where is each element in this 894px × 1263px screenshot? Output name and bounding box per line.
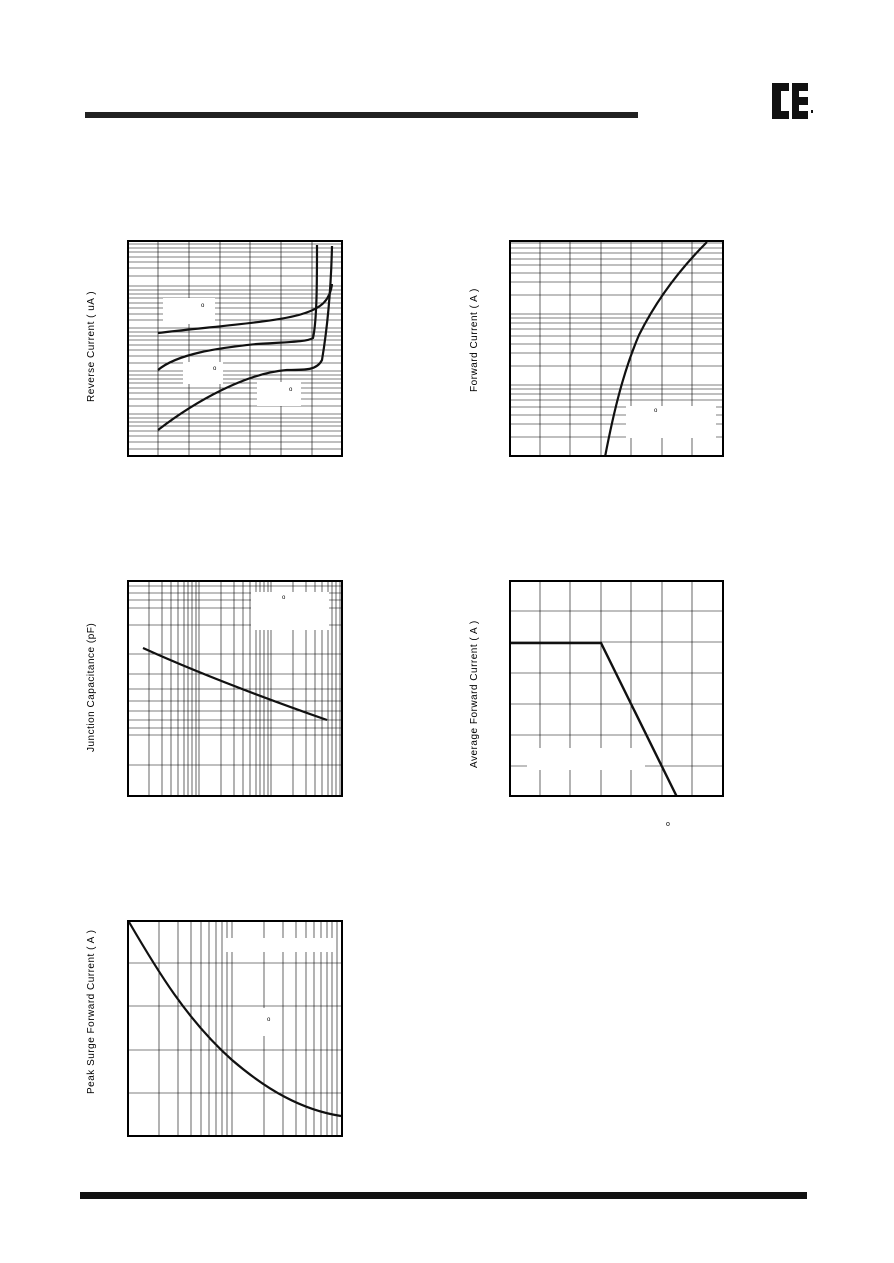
- series-line-capacitance: [143, 648, 327, 720]
- label-box: [626, 406, 716, 438]
- forward-current-axis-label: Forward Current ( A ): [469, 288, 480, 392]
- company-logo: [772, 83, 814, 124]
- degree-mark: o: [654, 408, 658, 414]
- label-box: [527, 748, 645, 770]
- degree-mark: o: [282, 595, 286, 601]
- forward-current-chart: [509, 240, 724, 457]
- average-forward-current-axis-label: Average Forward Current ( A ): [469, 620, 480, 768]
- junction-capacitance-axis-label: Junction Capacitance (pF): [86, 622, 97, 752]
- degree-mark: o: [213, 366, 217, 372]
- label-box: [223, 938, 335, 952]
- junction-capacitance-chart: [127, 580, 343, 797]
- reverse-current-chart: [127, 240, 343, 457]
- label-box: [257, 382, 301, 406]
- degree-mark: o: [201, 303, 205, 309]
- degree-mark: o: [267, 1017, 271, 1023]
- label-box: [251, 592, 329, 630]
- header-rule: [85, 112, 638, 118]
- series-line-derating: [511, 643, 677, 797]
- label-box: [183, 362, 223, 384]
- average-forward-current-chart: [509, 580, 724, 797]
- footer-rule: [80, 1192, 807, 1199]
- label-box: [163, 298, 215, 324]
- degree-mark: o: [666, 821, 670, 828]
- reverse-current-axis-label: Reverse Current ( uA ): [86, 290, 97, 402]
- peak-surge-chart: [127, 920, 343, 1137]
- degree-mark: o: [289, 387, 293, 393]
- series-line-low-temp: [158, 246, 332, 430]
- peak-surge-axis-label: Peak Surge Forward Current ( A ): [86, 929, 97, 1094]
